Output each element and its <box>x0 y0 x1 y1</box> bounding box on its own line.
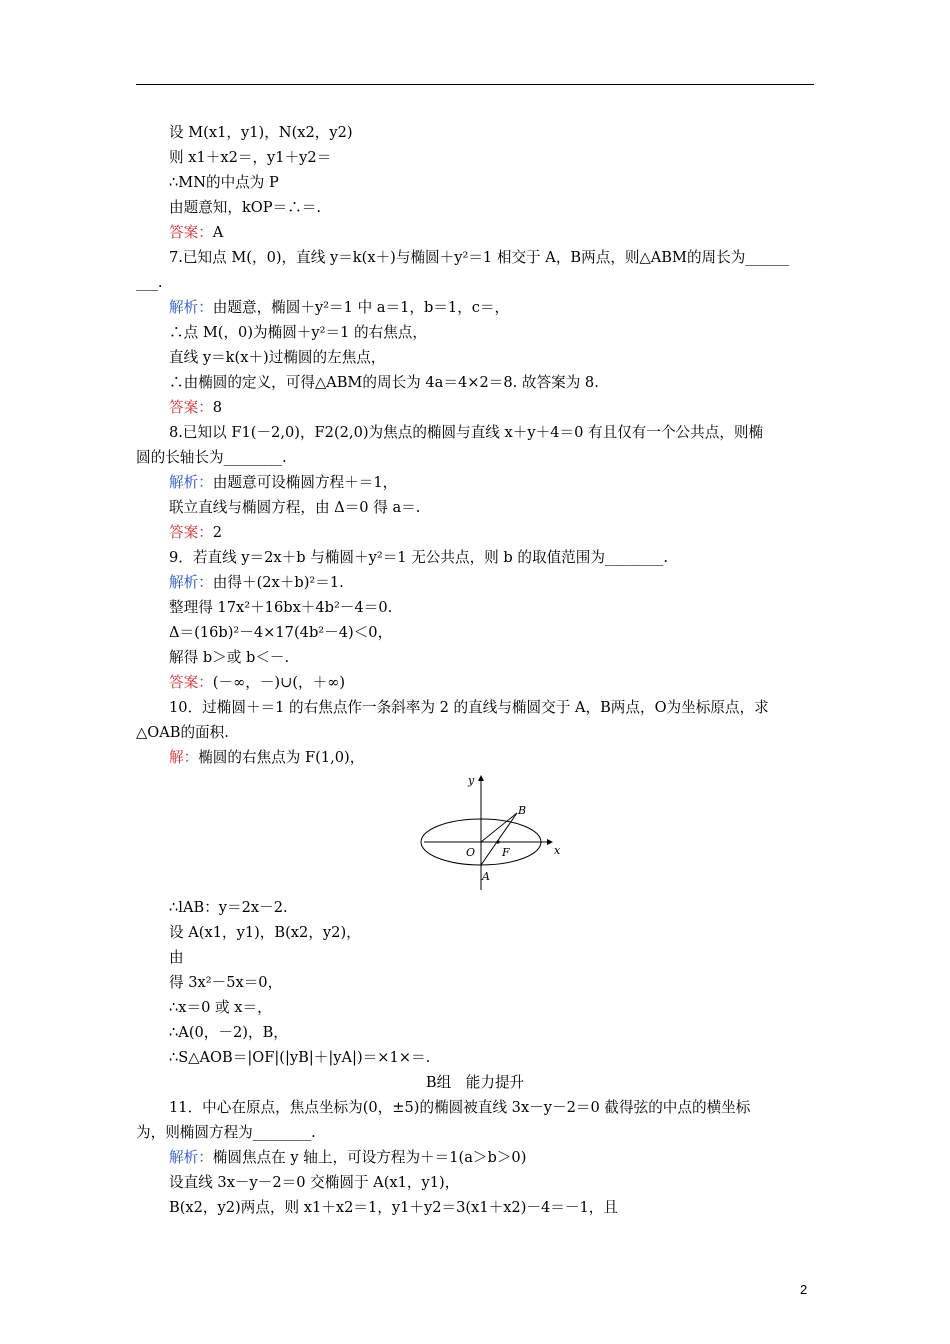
text-span: 2 <box>212 524 223 541</box>
text-line: ___. <box>136 274 163 291</box>
page-number: 2 <box>800 1282 808 1297</box>
text-line: ∴A(0，－2)，B， <box>169 1024 288 1041</box>
text-line: 联立直线与椭圆方程，由 Δ＝0 得 a＝. <box>169 499 421 516</box>
text-span: A <box>212 224 224 241</box>
text-line <box>136 570 814 595</box>
text-line: ∴MN的中点为 P <box>169 174 279 191</box>
text-line: 设 A(x1，y1)，B(x2，y2)， <box>169 924 361 941</box>
text-line <box>136 520 814 545</box>
line-ab <box>481 813 517 865</box>
text-span: 由题意可设椭圆方程＋＝1， <box>212 474 398 491</box>
label-red: 答案： <box>169 224 213 241</box>
label-blue: 解析： <box>169 299 213 316</box>
text-line: 整理得 17x²＋16bx＋4b²－4＝0. <box>169 599 393 616</box>
text-span: 椭圆的右焦点为 F(1,0)， <box>198 749 365 766</box>
text-line: 10．过椭圆＋＝1 的右焦点作一条斜率为 2 的直线与椭圆交于 A，B两点，O为坐标原点，求 <box>169 699 769 716</box>
text-line <box>136 745 814 770</box>
text-line: 设直线 3x－y－2＝0 交椭圆于 A(x1，y1)， <box>169 1174 460 1191</box>
text-line: 解得 b＞或 b＜－. <box>169 649 290 666</box>
label-blue: 解析： <box>169 574 213 591</box>
label-red: 解： <box>169 749 199 766</box>
text-span: 由得＋(2x＋b)²＝1. <box>212 574 344 591</box>
text-line: 9．若直线 y＝2x＋b 与椭圆＋y²＝1 无公共点，则 b 的取值范围为________. <box>169 549 668 566</box>
text-line: 由 <box>169 949 184 966</box>
ellipse-diagram <box>420 770 570 892</box>
text-line: 得 3x²－5x＝0， <box>169 974 283 991</box>
text-line <box>136 670 814 695</box>
text-line <box>136 395 814 420</box>
text-line: B(x2，y2)两点，则 x1＋x2＝1，y1＋y2＝3(x1＋x2)－4＝－1，且 <box>169 1199 618 1216</box>
text-line <box>136 220 814 245</box>
text-line <box>136 1145 814 1170</box>
figure <box>136 770 814 895</box>
label-y: y <box>468 774 475 787</box>
label-blue: 解析： <box>169 474 213 491</box>
text-line: ∴lAB：y＝2x－2. <box>169 899 288 916</box>
label-red: 答案： <box>169 524 213 541</box>
text-line <box>136 470 814 495</box>
text-line: 7.已知点 M(，0)，直线 y＝k(x＋)与椭圆＋y²＝1 相交于 A，B两点，则△ABM的周长为______ <box>169 249 790 266</box>
text-line: 为，则椭圆方程为________. <box>136 1124 316 1141</box>
text-line: B组 能力提升 <box>425 1074 525 1091</box>
text-line <box>136 295 814 320</box>
header-rule <box>136 84 814 85</box>
focus-point <box>496 840 499 843</box>
label-red: 答案： <box>169 399 213 416</box>
label-a: A <box>482 870 490 883</box>
label-b: B <box>518 804 527 817</box>
text-span: (－∞，－)∪(，＋∞) <box>212 674 346 691</box>
label-o: O <box>466 846 476 859</box>
text-line: 由题意知，kOP＝∴＝. <box>169 199 322 216</box>
text-line: 圆的长轴长为________. <box>136 449 287 466</box>
label-red: 答案： <box>169 674 213 691</box>
text-line: ∴由椭圆的定义，可得△ABM的周长为 4a＝4×2＝8. 故答案为 8. <box>169 374 599 391</box>
text-span: 8 <box>212 399 223 416</box>
label-f: F <box>502 846 510 859</box>
text-line: ∴S△AOB＝|OF|(|yB|＋|yA|)＝×1×＝. <box>169 1049 431 1066</box>
text-line: 则 x1＋x2＝，y1＋y2＝ <box>169 149 332 166</box>
text-line: 8.已知以 F1(－2,0)，F2(2,0)为焦点的椭圆与直线 x＋y＋4＝0 有且仅有一个公共点，则椭 <box>169 424 764 441</box>
text-span: 椭圆焦点在 y 轴上，可设方程为＋＝1(a＞b＞0) <box>212 1149 527 1166</box>
document-body <box>136 120 814 1220</box>
text-line: ∴x＝0 或 x＝， <box>169 999 272 1016</box>
label-x: x <box>554 844 561 857</box>
text-line: Δ＝(16b)²－4×17(4b²－4)＜0， <box>169 624 393 641</box>
text-line: ∴点 M(，0)为椭圆＋y²＝1 的右焦点， <box>169 324 427 341</box>
text-line: 直线 y＝k(x＋)过椭圆的左焦点， <box>169 349 386 366</box>
text-line: 设 M(x1，y1)，N(x2，y2) <box>169 124 353 141</box>
segment-ob <box>481 813 517 842</box>
label-blue: 解析： <box>169 1149 213 1166</box>
text-line: △OAB的面积. <box>136 724 229 741</box>
text-span: 由题意，椭圆＋y²＝1 中 a＝1，b＝1，c＝， <box>212 299 510 316</box>
text-line: 11．中心在原点，焦点坐标为(0，±5)的椭圆被直线 3x－y－2＝0 截得弦的中点的横坐标 <box>169 1099 751 1116</box>
